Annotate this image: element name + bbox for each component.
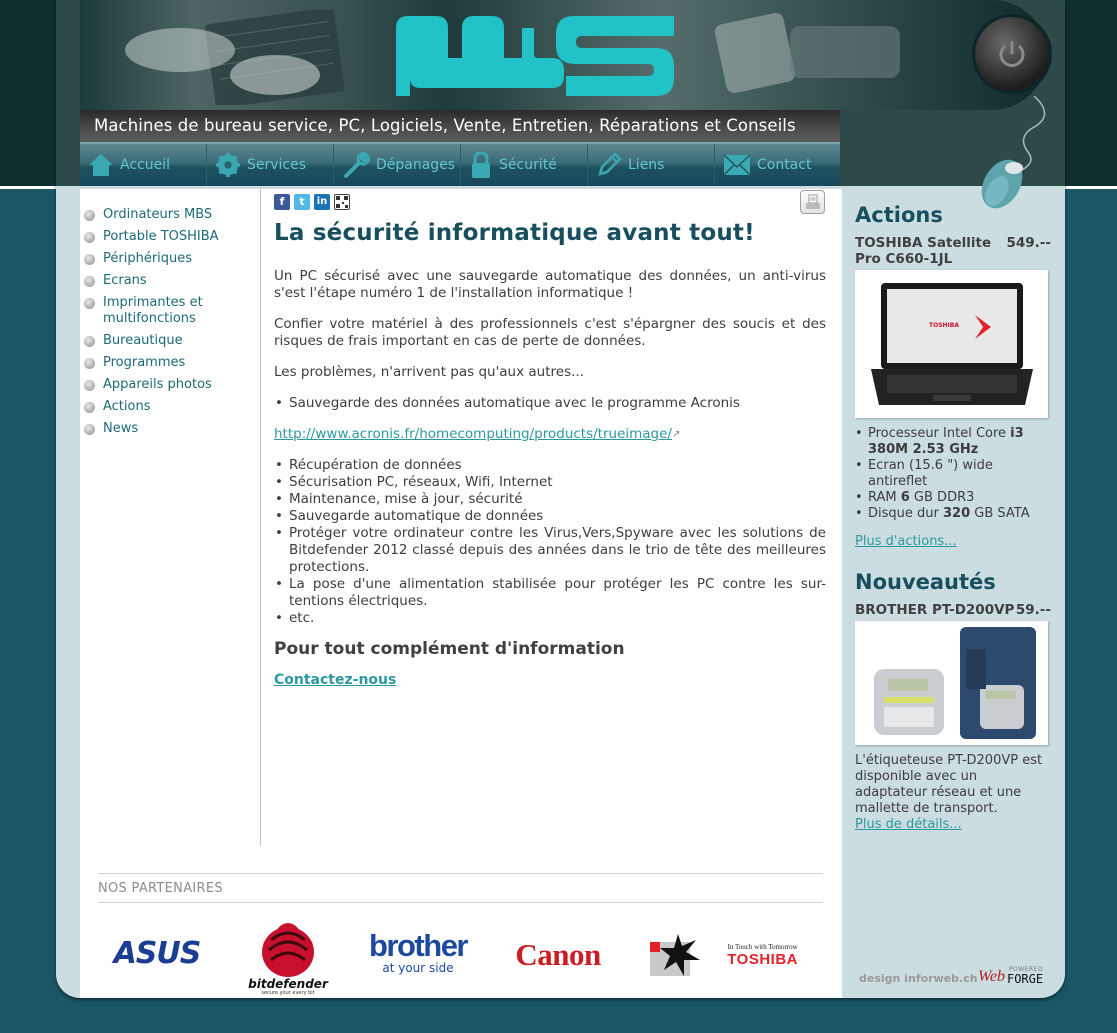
nav-label: Sécurité bbox=[499, 157, 557, 173]
nav-label: Liens bbox=[628, 157, 665, 173]
power-button-graphic bbox=[972, 14, 1052, 94]
services-list bbox=[274, 457, 826, 627]
nav-item-accueil[interactable] bbox=[80, 144, 207, 186]
sidebar-item-ordinateurs-mbs[interactable] bbox=[84, 207, 260, 223]
paragraph: Confier votre matériel à des professionnels c'est s'épargner des soucis et des risques de frais important en cas de perte de données. bbox=[274, 316, 826, 349]
spec-item: • RAM 6 GB DDR3 bbox=[855, 490, 1051, 506]
bullet-icon bbox=[84, 402, 95, 413]
sidebar-item-portable-toshiba[interactable] bbox=[84, 229, 260, 245]
webforge-forge-label: FORGE bbox=[1006, 972, 1044, 986]
print-button[interactable] bbox=[800, 190, 825, 214]
list-item: • Récupération de données bbox=[274, 457, 826, 474]
product-name: BROTHER PT-D200VP bbox=[855, 602, 1015, 618]
sidebar-item-news[interactable] bbox=[84, 421, 260, 437]
qr-code-icon[interactable] bbox=[334, 194, 350, 210]
brother-labeler-image[interactable] bbox=[855, 621, 1048, 745]
sidebar-link[interactable]: News bbox=[103, 421, 139, 436]
mbs-logo bbox=[396, 14, 674, 96]
network-cable-photo bbox=[700, 8, 900, 98]
svg-text:TOSHIBA: TOSHIBA bbox=[928, 322, 959, 329]
news-product-header bbox=[855, 602, 1051, 618]
more-details-link[interactable]: Plus de détails... bbox=[855, 817, 962, 832]
nav-label: Contact bbox=[757, 157, 812, 173]
list-item: • Sauvegarde automatique de données bbox=[274, 508, 826, 525]
sidebar-link[interactable]: Appareils photos bbox=[103, 377, 212, 392]
nav-item-securite[interactable] bbox=[461, 144, 588, 186]
nav-item-services[interactable] bbox=[207, 144, 334, 186]
bullet-icon bbox=[84, 210, 95, 221]
bullet-icon bbox=[84, 254, 95, 265]
power-icon bbox=[995, 37, 1029, 71]
partners-section bbox=[98, 873, 823, 998]
sidebar-item-actions[interactable] bbox=[84, 399, 260, 415]
product-name: TOSHIBA Satellite bbox=[855, 235, 992, 251]
sidebar-item-peripheriques[interactable] bbox=[84, 251, 260, 267]
nav-item-liens[interactable] bbox=[588, 144, 715, 186]
bullet-icon bbox=[84, 424, 95, 435]
product-price: 549.-- bbox=[1006, 235, 1051, 251]
spec-item: • Disque dur 320 GB SATA bbox=[855, 506, 1051, 522]
home-icon bbox=[88, 153, 114, 177]
sidebar-link[interactable]: Ecrans bbox=[103, 273, 147, 288]
sidebar-item-programmes[interactable] bbox=[84, 355, 260, 371]
main-nav bbox=[80, 142, 840, 186]
nav-label: Dépanages bbox=[376, 157, 456, 173]
list-item: • Maintenance, mise à jour, sécurité bbox=[274, 491, 826, 508]
list-item: • Sauvegarde des données automatique avec le programme Acronis bbox=[274, 395, 826, 412]
list-item: • etc. bbox=[274, 610, 826, 627]
lock-icon bbox=[469, 151, 493, 179]
contact-link[interactable]: Contactez-nous bbox=[274, 672, 397, 688]
bullet-icon bbox=[84, 380, 95, 391]
sidebar-link[interactable]: Actions bbox=[103, 399, 151, 414]
list-item: • La pose d'une alimentation stabilisée pour protéger les PC contre les sur-tentions électriques. bbox=[274, 576, 826, 610]
header-banner bbox=[80, 0, 1047, 110]
sidebar-link[interactable]: Ordinateurs MBS bbox=[103, 207, 213, 222]
right-sidebar bbox=[855, 189, 1051, 998]
sidebar-item-appareils-photos[interactable] bbox=[84, 377, 260, 393]
sidebar-link[interactable]: Bureautique bbox=[103, 333, 183, 348]
asus-logo[interactable]: ASUS bbox=[113, 935, 201, 971]
linkedin-icon[interactable]: in bbox=[314, 194, 330, 210]
actions-product-header bbox=[855, 235, 1051, 267]
gear-icon bbox=[215, 153, 241, 177]
article-body bbox=[274, 268, 826, 689]
envelope-icon bbox=[723, 154, 751, 176]
bullet-icon bbox=[84, 358, 95, 369]
share-bar bbox=[274, 194, 350, 210]
page-frame bbox=[56, 0, 1065, 998]
design-credit[interactable]: design inforweb.ch bbox=[859, 972, 978, 985]
section-subtitle: Pour tout complément d'information bbox=[274, 639, 625, 659]
site-tagline: Machines de bureau service, PC, Logiciels, Vente, Entretien, Réparations et Conseils bbox=[80, 110, 840, 142]
spec-item: • Ecran (15.6 ") wide antireflet bbox=[855, 458, 1051, 490]
print-icon bbox=[805, 194, 821, 210]
partner-logos bbox=[98, 903, 823, 998]
nav-label: Services bbox=[247, 157, 307, 173]
partners-title: NOS PARTENAIRES bbox=[98, 881, 223, 896]
bitdefender-logo[interactable]: bitdefender secure your every bit bbox=[254, 915, 322, 998]
actions-specs bbox=[855, 426, 1051, 522]
product-name: Pro C660-1JL bbox=[855, 251, 953, 267]
bullet-icon bbox=[84, 336, 95, 347]
main-content bbox=[274, 189, 826, 849]
more-actions-link[interactable]: Plus d'actions... bbox=[855, 534, 957, 549]
pencil-icon bbox=[596, 152, 622, 178]
page-title: La sécurité informatique avant tout! bbox=[274, 220, 755, 246]
nav-item-depanages[interactable] bbox=[334, 144, 461, 186]
sidebar-link[interactable]: Programmes bbox=[103, 355, 186, 370]
webforge-powered-label: POWERED bbox=[1008, 966, 1044, 973]
sidebar-item-imprimantes[interactable] bbox=[84, 295, 260, 327]
bullet-icon bbox=[84, 298, 95, 309]
wrench-icon bbox=[342, 152, 370, 178]
laptop-image bbox=[867, 277, 1037, 411]
canon-logo[interactable]: Canon bbox=[515, 937, 601, 972]
facebook-icon[interactable]: f bbox=[274, 194, 290, 210]
paragraph: Un PC sécurisé avec une sauvegarde automatique des données, un anti-virus s'est l'étape numéro 1 de l'installation informatique ! bbox=[274, 268, 826, 301]
brother-logo[interactable]: brother at your side bbox=[369, 928, 467, 975]
bullet-icon bbox=[84, 232, 95, 243]
keyboard-photo bbox=[100, 10, 370, 105]
external-link-icon: ↗ bbox=[671, 429, 681, 440]
bullet-list bbox=[274, 395, 826, 412]
nav-label: Accueil bbox=[120, 157, 170, 173]
nav-item-contact[interactable] bbox=[715, 144, 840, 186]
header bbox=[56, 0, 1065, 186]
sidebar-link[interactable]: Périphériques bbox=[103, 251, 193, 266]
news-heading: Nouveautés bbox=[855, 570, 996, 594]
sidebar-link[interactable]: Imprimantes et multifonctions bbox=[103, 295, 203, 326]
acronis-link[interactable]: http://www.acronis.fr/homecomputing/products/trueimage/ bbox=[274, 426, 672, 442]
bullet-icon bbox=[84, 276, 95, 287]
spec-item: • Processeur Intel Core i3 380M 2.53 GHz bbox=[855, 426, 1051, 458]
label-printer-image bbox=[862, 625, 1042, 741]
list-item: • Sécurisation PC, réseaux, Wifi, Internet bbox=[274, 474, 826, 491]
sidebar-link[interactable]: Portable TOSHIBA bbox=[103, 229, 219, 244]
news-description: L'étiqueteuse PT-D200VP est disponible avec un adaptateur réseau et une mallette de transport. bbox=[855, 753, 1043, 816]
webforge-web-label: Web bbox=[978, 968, 1005, 985]
actions-heading: Actions bbox=[855, 203, 943, 227]
toshiba-laptop-image[interactable] bbox=[855, 270, 1048, 418]
webforge-badge[interactable] bbox=[978, 966, 1043, 985]
sidebar-item-ecrans[interactable] bbox=[84, 273, 260, 289]
star-emblem bbox=[648, 932, 704, 978]
product-price: 59.-- bbox=[1015, 602, 1051, 618]
twitter-icon[interactable]: t bbox=[294, 194, 310, 210]
paragraph: Les problèmes, n'arrivent pas qu'aux autres... bbox=[274, 364, 584, 380]
list-item: • Protéger votre ordinateur contre les Virus,Vers,Spyware avec les solutions de Bitdefender 2012 classé depuis des années dans le trio de tête des meilleures protections. bbox=[274, 525, 826, 576]
toshiba-logo[interactable]: In Touch with Tomorrow TOSHIBA bbox=[648, 925, 798, 985]
sidebar-nav bbox=[80, 189, 261, 846]
sidebar-item-bureautique[interactable] bbox=[84, 333, 260, 349]
bitdefender-emblem bbox=[261, 920, 315, 978]
